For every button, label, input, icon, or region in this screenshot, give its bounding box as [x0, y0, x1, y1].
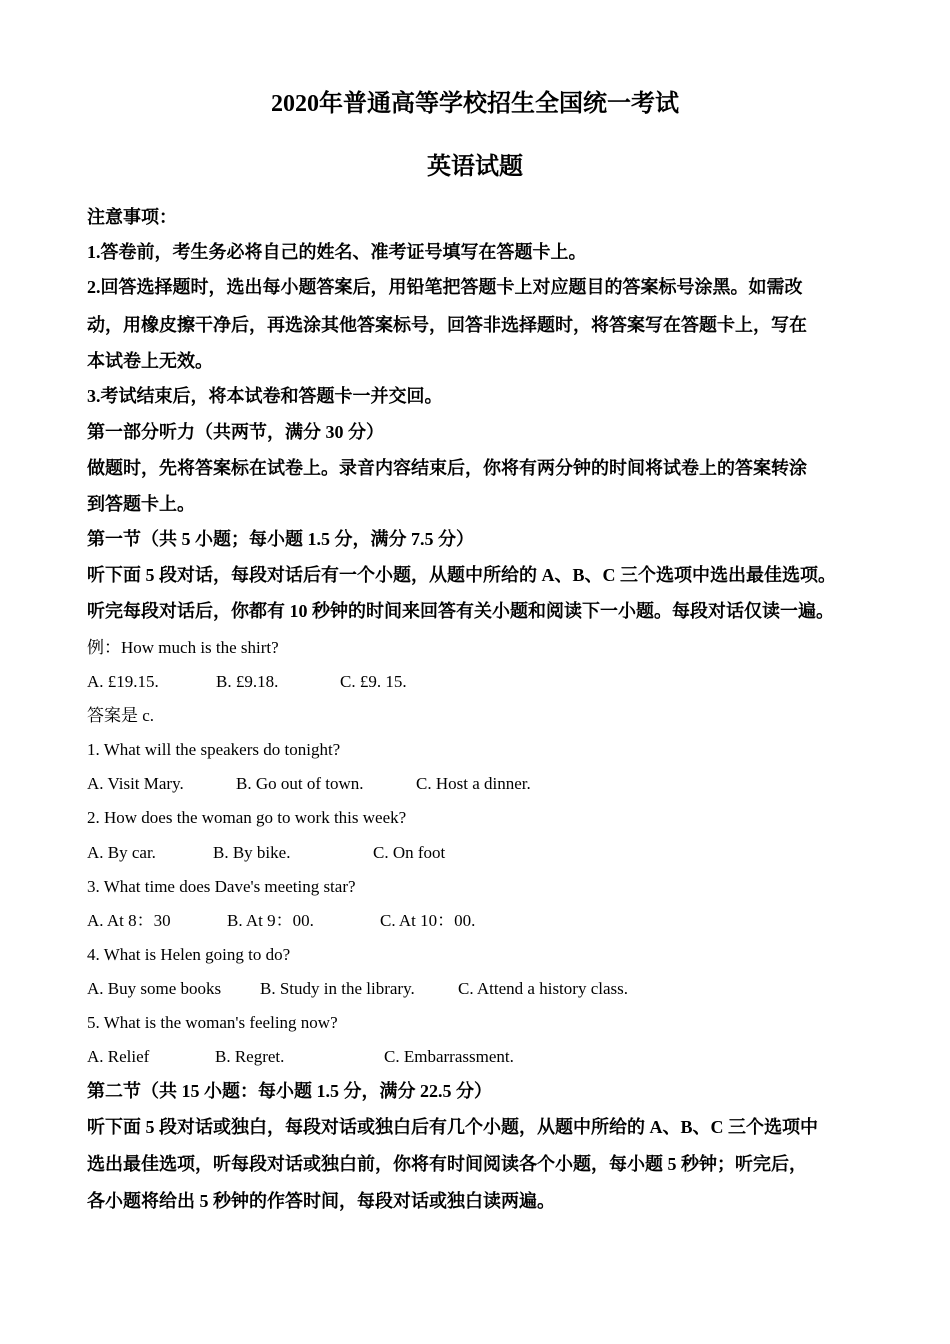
- question-2: 2. How does the woman go to work this week?: [87, 808, 407, 827]
- question-4-option-a: A. Buy some books: [87, 979, 222, 998]
- section2-heading: 第二节（共 15 小题：每小题 1.5 分，满分 22.5 分）: [87, 1081, 492, 1101]
- example-answer: 答案是 c.: [87, 706, 155, 725]
- question-4-option-c: C. Attend a history class.: [458, 979, 628, 998]
- question-2-option-a: A. By car.: [87, 843, 156, 862]
- question-3-option-c: C. At 10：00.: [380, 911, 476, 930]
- question-3-option-a: A. At 8：30: [87, 911, 171, 930]
- example-option-b: B. £9.18.: [216, 672, 279, 691]
- notice-item-1: 1.答卷前，考生务必将自己的姓名、准考证号填写在答题卡上。: [87, 242, 587, 262]
- notice-item-2-line-1: 2.回答选择题时，选出每小题答案后，用铅笔把答题卡上对应题目的答案标号涂黑。如需改: [87, 277, 803, 297]
- question-1-options: [87, 772, 531, 796]
- question-4: 4. What is Helen going to do?: [87, 945, 291, 964]
- question-5-option-b: B. Regret.: [215, 1047, 285, 1066]
- question-5-option-a: A. Relief: [87, 1047, 150, 1066]
- question-1-option-a: A. Visit Mary.: [87, 774, 184, 793]
- section2-instruction-line-2: 选出最佳选项，听每段对话或独白前，你将有时间阅读各个小题，每小题 5 秒钟；听完后，: [87, 1154, 807, 1174]
- part1-instruction-line-2: 到答题卡上。: [87, 494, 195, 514]
- example-option-a: A. £19.15.: [87, 672, 159, 691]
- question-5-options: [87, 1045, 514, 1069]
- question-1-option-b: B. Go out of town.: [236, 774, 364, 793]
- question-3: 3. What time does Dave's meeting star?: [87, 877, 356, 896]
- section1-heading: 第一节（共 5 小题；每小题 1.5 分，满分 7.5 分）: [87, 529, 474, 549]
- notice-item-2-line-2: 动，用橡皮擦干净后，再选涂其他答案标号，回答非选择题时，将答案写在答题卡上，写在: [87, 315, 807, 335]
- question-4-option-b: B. Study in the library.: [260, 979, 415, 998]
- question-3-options: [87, 909, 475, 933]
- notice-heading: 注意事项：: [87, 207, 177, 227]
- example-question: 例：How much is the shirt?: [87, 638, 279, 657]
- part1-instruction-line-1: 做题时，先将答案标在试卷上。录音内容结束后，你将有两分钟的时间将试卷上的答案转涂: [87, 458, 807, 478]
- question-3-option-b: B. At 9：00.: [227, 911, 314, 930]
- notice-item-3: 3.考试结束后，将本试卷和答题卡一并交回。: [87, 386, 443, 406]
- section2-instruction-line-3: 各小题将给出 5 秒钟的作答时间，每段对话或独白读两遍。: [87, 1191, 555, 1211]
- exam-title: 2020年普通高等学校招生全国统一考试: [271, 91, 679, 117]
- exam-subtitle: 英语试题: [427, 154, 523, 180]
- question-1: 1. What will the speakers do tonight?: [87, 740, 341, 759]
- question-5: 5. What is the woman's feeling now?: [87, 1013, 338, 1032]
- notice-item-2-line-3: 本试卷上无效。: [87, 351, 213, 371]
- question-5-option-c: C. Embarrassment.: [384, 1047, 514, 1066]
- question-2-options: [87, 841, 445, 865]
- section1-instruction-line-1: 听下面 5 段对话，每段对话后有一个小题，从题中所给的 A、B、C 三个选项中选出最佳选项。: [87, 565, 836, 585]
- example-options: [87, 670, 407, 694]
- question-2-option-c: C. On foot: [373, 843, 446, 862]
- example-option-c: C. £9. 15.: [340, 672, 407, 691]
- question-2-option-b: B. By bike.: [213, 843, 291, 862]
- question-1-option-c: C. Host a dinner.: [416, 774, 531, 793]
- question-4-options: [87, 977, 628, 1001]
- section2-instruction-line-1: 听下面 5 段对话或独白，每段对话或独白后有几个小题，从题中所给的 A、B、C 三个选项中: [87, 1117, 818, 1137]
- section1-instruction-line-2: 听完每段对话后，你都有 10 秒钟的时间来回答有关小题和阅读下一小题。每段对话仅读一遍。: [87, 601, 834, 621]
- part1-heading: 第一部分听力（共两节，满分 30 分）: [87, 422, 384, 442]
